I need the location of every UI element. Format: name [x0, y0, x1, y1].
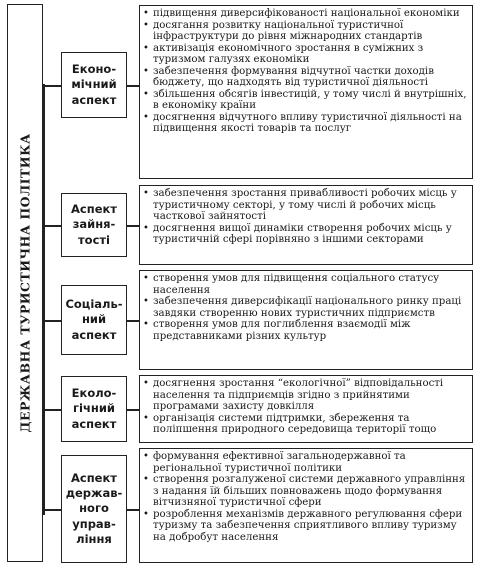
- detail-text: створення розгалуженої системи державного управління з надання їй більших повноважень щодо формування вітчизняної туристичної сфери: [153, 474, 466, 508]
- bullet-icon: •: [143, 378, 149, 389]
- detail-item: [143, 223, 468, 246]
- bullet-icon: •: [143, 451, 149, 462]
- bullet-icon: •: [143, 474, 149, 485]
- trunk-line: [43, 84, 45, 515]
- detail-item: [143, 319, 468, 342]
- branch-connector: [43, 320, 61, 322]
- detail-item: [143, 66, 468, 89]
- detail-item: [143, 413, 468, 436]
- aspect-node: [61, 376, 127, 442]
- detail-box: [139, 448, 473, 563]
- detail-list: [143, 378, 468, 436]
- aspect-node: [61, 285, 127, 355]
- detail-text: створення умов для підвищення соціального статусу населення: [153, 273, 440, 296]
- detail-connector: [127, 225, 139, 227]
- detail-connector: [127, 509, 139, 511]
- detail-box: [139, 5, 473, 179]
- detail-item: [143, 112, 468, 135]
- aspect-label: Еколо- гічний аспект: [71, 386, 117, 431]
- detail-text: розроблення механізмів державного регулювання сфери туризму та забезпечення сприятливого впливу туризму на добробут населення: [153, 508, 463, 543]
- branch-connector: [43, 225, 61, 227]
- aspect-label: Соціаль- ний аспект: [65, 297, 123, 342]
- bullet-icon: •: [143, 412, 149, 424]
- detail-connector: [127, 320, 139, 322]
- detail-text: досягання розвитку національної туристичної інфраструктури до рівня міжнародних стандартів: [153, 19, 423, 42]
- detail-text: збільшення обсягів інвестицій, у тому числі й внутрішніх, в економіку країни: [153, 88, 467, 111]
- detail-item: [143, 20, 468, 43]
- bullet-icon: •: [143, 8, 149, 19]
- detail-item: [143, 296, 468, 319]
- detail-text: досягнення відчутного впливу туристичної діяльності на підвищення якості товарів та послуг: [153, 111, 462, 134]
- bullet-icon: •: [143, 88, 149, 100]
- bullet-icon: •: [143, 508, 149, 520]
- aspect-node: [61, 193, 127, 257]
- detail-item: [143, 451, 468, 474]
- detail-item: [143, 474, 468, 509]
- bullet-icon: •: [143, 188, 149, 199]
- bullet-icon: •: [143, 222, 149, 234]
- detail-text: забезпечення зростання привабливості робочих місць у туристичному секторі, у тому числі й робочих місць часткової зайнятості: [153, 188, 457, 222]
- aspect-label: Еконо- мічний аспект: [71, 62, 117, 107]
- detail-text: формування ефективної загальнодержавної та регіональної туристичної політики: [153, 451, 406, 474]
- detail-item: [143, 273, 468, 296]
- bullet-icon: •: [143, 273, 149, 284]
- detail-text: створення умов для поглиблення взаємодії між представниками різних культур: [153, 319, 411, 342]
- detail-text: забезпечення формування відчутної частки доходів бюджету, що надходять від туристичної діяльності: [153, 65, 434, 88]
- detail-text: досягнення вищої динаміки створення робочих місць у туристичній сфері порівняно з іншими секторами: [153, 222, 452, 245]
- root-label: ДЕРЖАВНА ТУРИСТИЧНА ПОЛІТИКА: [17, 133, 33, 433]
- detail-text: досягнення зростання “екологічної” відповідальності населення та підприємців згідно з прийнятими програмами захисту довкілля: [153, 378, 444, 412]
- branch-connector: [43, 85, 61, 87]
- detail-item: [143, 43, 468, 66]
- detail-item: [143, 89, 468, 112]
- aspect-label: Аспект зайня- тості: [71, 202, 117, 247]
- detail-text: підвищення диверсифікованості національної економіки: [153, 8, 460, 19]
- detail-item: [143, 188, 468, 223]
- detail-connector: [127, 409, 139, 411]
- bullet-icon: •: [143, 65, 149, 77]
- detail-item: [143, 509, 468, 544]
- detail-text: активізація економічного зростання в суміжних з туризмом галузях економіки: [153, 42, 424, 65]
- bullet-icon: •: [143, 42, 149, 54]
- detail-text: забезпечення диверсифікації національного ринку праці завдяки створенню нових туристичних підприємств: [153, 296, 462, 319]
- branch-connector: [43, 509, 61, 511]
- detail-list: [143, 451, 468, 543]
- detail-item: [143, 378, 468, 413]
- aspect-node: [61, 52, 127, 118]
- detail-text: організація системи підтримки, збереження та поліпшення природного середовища території тощо: [153, 412, 437, 435]
- detail-box: [139, 375, 473, 443]
- detail-box: [139, 270, 473, 370]
- detail-list: [143, 273, 468, 342]
- aspect-label: Аспект держав- ного управ- ління: [65, 471, 123, 546]
- bullet-icon: •: [143, 111, 149, 123]
- detail-box: [139, 185, 473, 265]
- root-node: [7, 4, 43, 562]
- detail-list: [143, 188, 468, 246]
- bullet-icon: •: [143, 319, 149, 330]
- detail-item: [143, 8, 468, 20]
- bullet-icon: •: [143, 19, 149, 31]
- branch-connector: [43, 409, 61, 411]
- detail-connector: [127, 85, 139, 87]
- detail-list: [143, 8, 468, 135]
- bullet-icon: •: [143, 296, 149, 307]
- aspect-node: [61, 455, 127, 563]
